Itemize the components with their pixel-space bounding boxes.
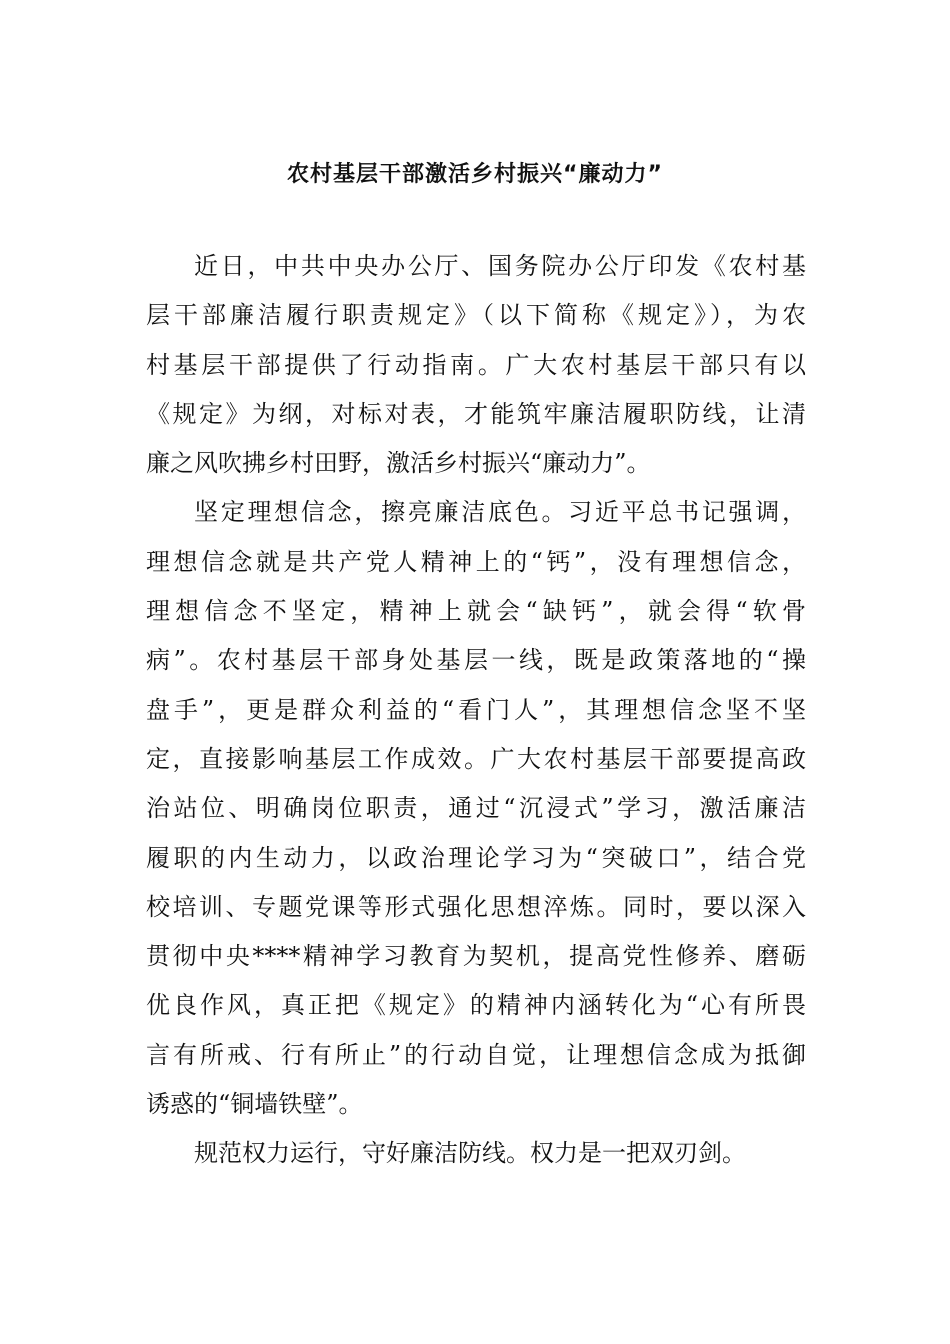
- paragraph-1-line-3: 村基层干部提供了行动指南。广大农村基层干部只有以: [146, 350, 806, 379]
- paragraph-2-line-9: 校培训、专题党课等形式强化思想淬炼。同时，要以深入: [146, 892, 806, 921]
- paragraph-2-line-11: 优良作风，真正把《规定》的精神内涵转化为“心有所畏: [146, 991, 806, 1020]
- document-body: [146, 242, 806, 1179]
- paragraph-3-line-1: 规范权力运行，守好廉洁防线。权力是一把双刃剑。: [194, 1139, 746, 1168]
- paragraph-2-line-6: 定，直接影响基层工作成效。广大农村基层干部要提高政: [146, 744, 806, 773]
- paragraph-1-line-5: 廉之风吹拂乡村田野，激活乡村振兴“廉动力”。: [146, 449, 651, 478]
- paragraph-2-line-1: 坚定理想信念，擦亮廉洁底色。习近平总书记强调，: [194, 498, 806, 527]
- paragraph-2-line-3: 理想信念不坚定，精神上就会“缺钙”，就会得“软骨: [146, 597, 806, 626]
- paragraph-1-line-1: 近日，中共中央办公厅、国务院办公厅印发《农村基: [194, 252, 806, 280]
- paragraph-2-line-4: 病”。农村基层干部身处基层一线，既是政策落地的“操: [146, 646, 806, 675]
- paragraph-2-line-12: 言有所戒、行有所止”的行动自觉，让理想信念成为抵御: [146, 1040, 806, 1069]
- paragraph-2-line-10: 贯彻中央****精神学习教育为契机，提高党性修养、磨砺: [146, 942, 806, 971]
- paragraph-2-line-7: 治站位、明确岗位职责，通过“沉浸式”学习，激活廉洁: [146, 794, 806, 823]
- paragraph-2-line-8: 履职的内生动力，以政治理论学习为“突破口”，结合党: [146, 843, 806, 872]
- document-title: 农村基层干部激活乡村振兴“廉动力”: [287, 162, 663, 187]
- paragraph-2-line-13: 诱惑的“铜墙铁壁”。: [146, 1090, 363, 1119]
- paragraph-1-line-4: 《规定》为纲，对标对表，才能筑牢廉洁履职防线，让清: [146, 399, 806, 428]
- paragraph-1-line-2: 层干部廉洁履行职责规定》（以下简称《规定》），为农: [146, 301, 806, 330]
- paragraph-2-line-5: 盘手”，更是群众利益的“看门人”，其理想信念坚不坚: [146, 695, 806, 724]
- paragraph-2-line-2: 理想信念就是共产党人精神上的“钙”，没有理想信念，: [146, 547, 806, 576]
